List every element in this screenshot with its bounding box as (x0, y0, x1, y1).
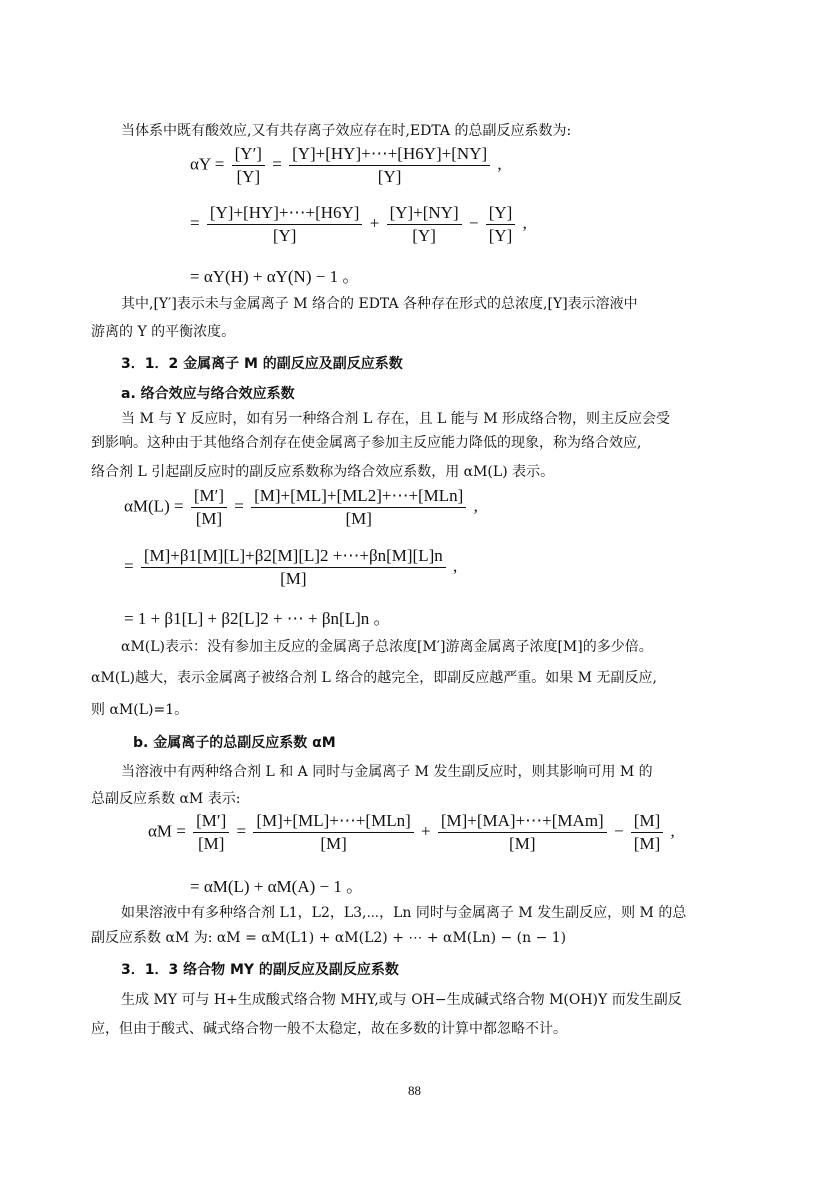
eq1b-frac3 (486, 203, 516, 246)
eq3a-num1: [M′] (193, 811, 229, 833)
eq2a-frac2 (251, 486, 466, 529)
eq2a-num1: [M′] (191, 486, 227, 508)
paragraph-intro: 当体系中既有酸效应,又有共存离子效应存在时,EDTA 的总副反应系数为: (121, 123, 572, 139)
eq2a-den2: [M] (345, 509, 372, 528)
eq2a-den1: [M] (195, 509, 223, 528)
equation-alpha-ml-line1: αM(L) = $\frac{[M']}{[M]}$ = $\frac{\text{[M]+[ML]+[ML2]+⋯+[MLn]}}{[M]}$ , (124, 486, 478, 528)
paragraph-multi-ligand-2: 副反应系数 αM 为: αM = αM(L1) + αM(L2) + ⋯ + αM(Ln) − (n − 1) (91, 930, 567, 946)
eq1a-lhs: αY = (190, 154, 225, 174)
page-number: 88 (408, 1083, 421, 1098)
paragraph-alpha-ml-meaning-3: 则 αM(L)=1。 (91, 702, 189, 718)
paragraph-complex-effect-1: 当 M 与 Y 反应时，如有另一种络合剂 L 存在，且 L 能与 M 形成络合物，则主反应会受 (121, 411, 671, 427)
eq3a-den2: [M] (320, 834, 347, 853)
equation-alpha-ml-line2: = $\frac{[M]+\beta 1[M][L]+\beta 2[M][L]2 +\cdots+\beta n[M][L]n}{[M]}$ , (124, 546, 458, 588)
subsection-heading-b: b. 金属离子的总副反应系数 αM (133, 735, 336, 751)
eq1b-num2: [Y]+[NY] (387, 203, 462, 225)
paragraph-multi-ligand-1: 如果溶液中有多种络合剂 L1，L2，L3,⋯，Ln 同时与金属离子 M 发生副反应，则 M 的总 (121, 905, 687, 921)
eq2b-num: [M]+β1[M][L]+β2[M][L]2 +⋯+βn[M][L]n (141, 546, 446, 568)
eq1a-frac1 (232, 144, 265, 187)
subsection-heading-a: a. 络合效应与络合效应系数 (121, 386, 295, 402)
section-heading-3-1-3: 3．1．3 络合物 MY 的副反应及副反应系数 (121, 962, 399, 978)
equation-alpha-y-line1: αY = $\frac{[Y']}{[Y]}$ = $\frac{[Y]+[HY]+\cdots+[H6Y]+[NY]}{[Y]}$ , (190, 144, 502, 186)
eq1b-den2: [Y] (412, 226, 436, 245)
eq3a-num4: [M] (631, 811, 663, 833)
eq1b-frac2 (387, 203, 462, 246)
paragraph-total-alpha-1: 当溶液中有两种络合剂 L 和 A 同时与金属离子 M 发生副反应时，则其影响可用 M 的 (121, 764, 653, 780)
eq1b-frac1 (207, 203, 363, 246)
eq3a-frac1 (193, 811, 229, 854)
paragraph-total-alpha-2: 总副反应系数 αM 表示: (91, 791, 241, 807)
eq2a-num2: [M]+[ML]+[ML2]+⋯+[MLn] (251, 486, 466, 508)
eq2a-frac1 (191, 486, 227, 529)
eq3a-frac4 (631, 811, 663, 854)
eq3a-den3: [M] (509, 834, 536, 853)
section-heading-3-1-2: 3．1．2 金属离子 M 的副反应及副反应系数 (121, 356, 403, 372)
paragraph-complex-effect-3: 络合剂 L 引起副反应时的副反应系数称为络合效应系数，用 αM(L) 表示。 (91, 464, 555, 480)
eq2a-lhs: αM(L) = (124, 496, 184, 516)
eq1a-den2: [Y] (377, 167, 402, 186)
equation-alpha-m-line2: = αM(L) + αM(A) − 1 。 (190, 877, 364, 896)
paragraph-y-prime-def-2: 游离的 Y 的平衡浓度。 (91, 324, 236, 340)
eq3a-num3: [M]+[MA]+⋯+[MAm] (438, 811, 607, 833)
equation-alpha-ml-line3: = 1 + β1[L] + β2[L]2 + ⋯ + βn[L]n 。 (124, 609, 391, 628)
eq1b-den1: [Y] (272, 226, 297, 245)
paragraph-complex-effect-2: 到影响。这种由于其他络合剂存在使金属离子参加主反应能力降低的现象，称为络合效应, (91, 435, 642, 451)
eq3a-num2: [M]+[ML]+⋯+[MLn] (253, 811, 413, 833)
paragraph-alpha-ml-meaning-2: αM(L)越大，表示金属离子被络合剂 L 络合的越完全，即副反应越严重。如果 M 无副反应, (91, 670, 657, 686)
paragraph-alpha-ml-meaning-1: αM(L)表示：没有参加主反应的金属离子总浓度[M′]游离金属离子浓度[M]的多少倍。 (121, 639, 653, 655)
equation-alpha-y-line2: = $\frac{[Y]+[HY]+\cdots+[H6Y]}{[Y]}$ + $\frac{[Y]+[NY]}{[Y]}$ − $\frac{[Y]}{[Y]}$ , (190, 203, 527, 245)
eq1b-num3: [Y] (486, 203, 516, 225)
eq2b-den: [M] (280, 569, 307, 588)
eq1a-frac2 (289, 144, 490, 187)
eq1a-num2: [Y]+[HY]+⋯+[H6Y]+[NY] (289, 144, 490, 166)
eq3a-den4: [M] (633, 834, 661, 853)
eq3a-frac3 (438, 811, 607, 854)
paragraph-y-prime-def-1: 其中,[Y′]表示未与金属离子 M 络合的 EDTA 各种存在形式的总浓度,[Y]表示溶液中 (121, 296, 638, 312)
equation-alpha-m-line1: αM = $\frac{[M']}{[M]}$ = $\frac{\text{[M]+[ML]+⋯+[MLn]}}{[M]}$ + $\frac{\text{[M]+[MA]+⋯+[MAm]}}{[M]}$ − $\frac{[M]}{[M]}$ , (148, 811, 675, 853)
eq1b-den3: [Y] (488, 226, 513, 245)
eq3a-frac2 (253, 811, 413, 854)
eq2b-frac (141, 546, 446, 589)
equation-alpha-y-line3: = αY(H) + αY(N) − 1 。 (190, 267, 360, 286)
eq1a-num1: [Y′] (232, 144, 265, 166)
eq3a-lhs: αM = (148, 821, 186, 841)
paragraph-my-side-reaction-1: 生成 MY 可与 H+生成酸式络合物 MHY,或与 OH−生成碱式络合物 M(OH)Y 而发生副反 (121, 992, 682, 1008)
paragraph-my-side-reaction-2: 应，但由于酸式、碱式络合物一般不太稳定，故在多数的计算中都忽略不计。 (91, 1021, 567, 1037)
eq1a-den1: [Y] (236, 167, 261, 186)
eq3a-den1: [M] (197, 834, 225, 853)
eq1b-num1: [Y]+[HY]+⋯+[H6Y] (207, 203, 363, 225)
